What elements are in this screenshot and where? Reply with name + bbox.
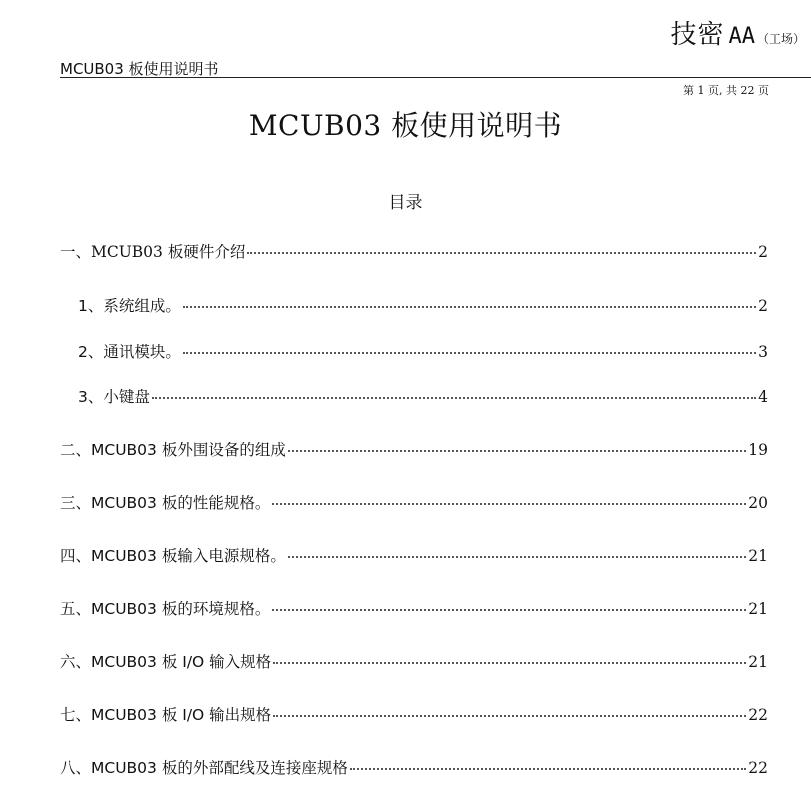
toc-entry-label: 一、MCUB03 板硬件介绍 <box>60 243 246 261</box>
toc-leader-dots <box>272 502 746 505</box>
toc-leader-dots <box>183 351 756 354</box>
toc-entry-label: 六、MCUB03 板 I/O 输入规格 <box>60 653 272 671</box>
toc-entry[interactable] <box>60 703 768 727</box>
toc-entry-label: 三、MCUB03 板的性能规格。 <box>60 494 271 512</box>
toc-entry-label: 2、通讯模块。 <box>78 343 181 361</box>
toc-entry-page: 19 <box>748 441 768 459</box>
toc-entry-page: 21 <box>748 547 768 565</box>
header-rule <box>60 77 811 78</box>
toc-leader-dots <box>350 767 746 770</box>
classification-label: 技密 <box>670 20 725 50</box>
toc-entry[interactable] <box>78 385 768 409</box>
toc-leader-dots <box>288 555 746 558</box>
toc-leader-dots <box>273 661 746 664</box>
classification-mark <box>670 14 805 51</box>
toc-entry-page: 4 <box>758 388 768 406</box>
toc-leader-dots <box>152 396 756 399</box>
toc-entry-page: 21 <box>748 600 768 618</box>
toc-entry-label: 五、MCUB03 板的环境规格。 <box>60 600 271 618</box>
toc-entry[interactable] <box>60 491 768 515</box>
toc-entry-page: 2 <box>758 243 768 261</box>
document-title: MCUB03 板使用说明书 <box>248 109 563 142</box>
toc-entry-label: 1、系统组成。 <box>78 297 181 315</box>
toc-entry-page: 3 <box>758 343 768 361</box>
toc-entry-page: 21 <box>748 653 768 671</box>
toc-entry[interactable] <box>60 544 768 568</box>
toc-entry[interactable] <box>78 340 768 364</box>
toc-entry-label: 七、MCUB03 板 I/O 输出规格 <box>60 706 272 724</box>
toc-leader-dots <box>273 714 746 717</box>
toc-entry[interactable] <box>60 438 768 462</box>
toc-entry[interactable] <box>60 597 768 621</box>
toc-leader-dots <box>247 251 756 254</box>
toc-entry[interactable] <box>60 650 768 674</box>
page-indicator: 第 1 页, 共 22 页 <box>683 84 769 97</box>
toc-entry-page: 20 <box>748 494 768 512</box>
toc-entry-page: 2 <box>758 297 768 315</box>
toc-entry-label: 八、MCUB03 板的外部配线及连接座规格 <box>60 759 348 777</box>
toc-leader-dots <box>183 305 756 308</box>
toc-entry-page: 22 <box>748 759 768 777</box>
running-header-title: MCUB03 板使用说明书 <box>60 60 219 78</box>
toc-entry[interactable] <box>60 756 768 780</box>
toc-entry-label: 二、MCUB03 板外围设备的组成 <box>60 441 286 459</box>
toc-heading: 目录 <box>388 193 423 213</box>
toc-entry-label: 3、小键盘 <box>78 388 150 406</box>
classification-scope: （工场） <box>756 32 805 46</box>
toc-leader-dots <box>288 449 746 452</box>
toc-entry[interactable] <box>78 294 768 318</box>
toc-entry[interactable] <box>60 240 768 264</box>
toc-leader-dots <box>272 608 746 611</box>
toc-entry-page: 22 <box>748 706 768 724</box>
classification-level: AA <box>728 24 755 49</box>
toc-entry-label: 四、MCUB03 板输入电源规格。 <box>60 547 286 565</box>
